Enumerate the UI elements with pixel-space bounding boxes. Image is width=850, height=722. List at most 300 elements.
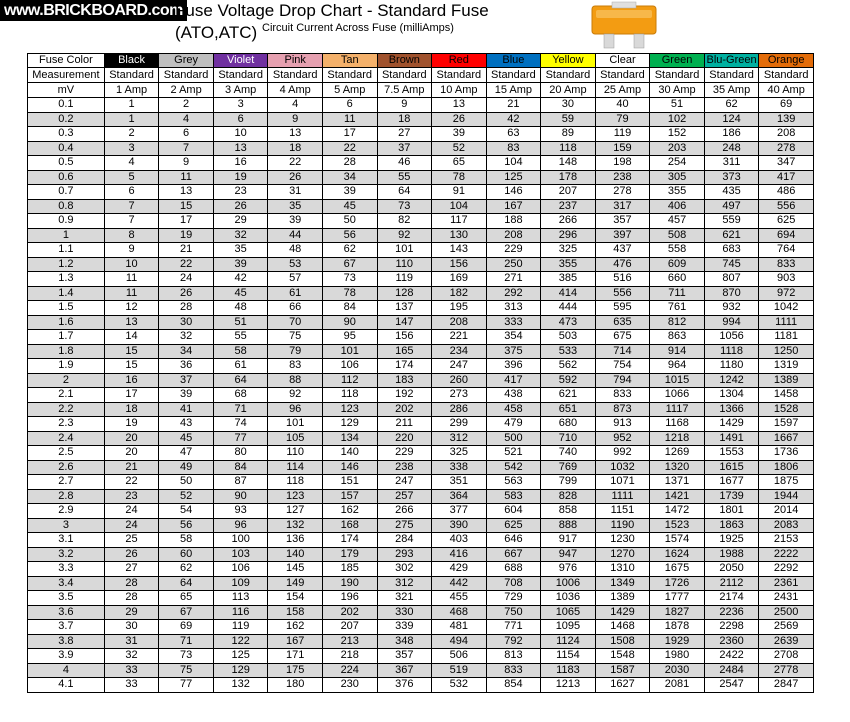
current-cell: 122 — [213, 634, 268, 649]
current-cell: 106 — [322, 359, 377, 374]
fuse-voltage-drop-table — [27, 53, 814, 693]
current-cell: 13 — [432, 98, 487, 113]
current-cell: 556 — [759, 199, 814, 214]
current-cell: 347 — [759, 156, 814, 171]
current-cell: 1677 — [704, 475, 759, 490]
current-cell: 1304 — [704, 388, 759, 403]
current-cell: 711 — [650, 286, 705, 301]
current-cell: 60 — [159, 547, 214, 562]
table-row — [28, 228, 814, 243]
current-cell: 325 — [432, 446, 487, 461]
current-cell: 1250 — [759, 344, 814, 359]
current-cell: 237 — [541, 199, 596, 214]
current-cell: 208 — [432, 315, 487, 330]
current-cell: 1675 — [650, 562, 705, 577]
current-cell: 583 — [486, 489, 541, 504]
current-cell: 299 — [432, 417, 487, 432]
current-cell: 49 — [159, 460, 214, 475]
current-cell: 32 — [104, 649, 159, 664]
current-cell: 873 — [595, 402, 650, 417]
current-cell: 740 — [541, 446, 596, 461]
current-cell: 457 — [650, 214, 705, 229]
current-cell: 195 — [432, 301, 487, 316]
current-cell: 103 — [213, 547, 268, 562]
current-cell: 2484 — [704, 663, 759, 678]
current-cell: 2547 — [704, 678, 759, 693]
header-row-type — [28, 68, 814, 83]
current-cell: 11 — [322, 112, 377, 127]
table-row — [28, 257, 814, 272]
current-cell: 220 — [377, 431, 432, 446]
current-cell: 1366 — [704, 402, 759, 417]
current-cell: 40 — [595, 98, 650, 113]
mv-cell: 2.1 — [28, 388, 105, 403]
current-cell: 595 — [595, 301, 650, 316]
current-cell: 162 — [268, 620, 323, 635]
current-cell: 119 — [595, 127, 650, 142]
current-cell: 1015 — [650, 373, 705, 388]
current-cell: 2 — [104, 127, 159, 142]
current-cell: 562 — [541, 359, 596, 374]
current-cell: 20 — [104, 446, 159, 461]
current-cell: 609 — [650, 257, 705, 272]
current-cell: 1218 — [650, 431, 705, 446]
current-cell: 1006 — [541, 576, 596, 591]
current-cell: 364 — [432, 489, 487, 504]
current-cell: 952 — [595, 431, 650, 446]
table-row — [28, 678, 814, 693]
current-cell: 521 — [486, 446, 541, 461]
current-cell: 1319 — [759, 359, 814, 374]
fuse-type-header: Standard — [159, 68, 214, 83]
current-cell: 1168 — [650, 417, 705, 432]
current-cell: 71 — [159, 634, 214, 649]
mv-cell: 0.7 — [28, 185, 105, 200]
current-cell: 171 — [268, 649, 323, 664]
current-cell: 2361 — [759, 576, 814, 591]
fuse-color-cell: Pink — [268, 54, 323, 68]
mv-cell: 2.3 — [28, 417, 105, 432]
fuse-color-cell: Violet — [213, 54, 268, 68]
current-cell: 468 — [432, 605, 487, 620]
current-cell: 33 — [104, 663, 159, 678]
current-cell: 157 — [322, 489, 377, 504]
current-cell: 7 — [104, 199, 159, 214]
current-cell: 148 — [541, 156, 596, 171]
current-cell: 1508 — [595, 634, 650, 649]
current-cell: 500 — [486, 431, 541, 446]
current-cell: 18 — [268, 141, 323, 156]
current-cell: 238 — [595, 170, 650, 185]
current-cell: 24 — [104, 504, 159, 519]
current-cell: 858 — [541, 504, 596, 519]
table-row — [28, 533, 814, 548]
current-cell: 65 — [432, 156, 487, 171]
current-cell: 2500 — [759, 605, 814, 620]
current-cell: 1574 — [650, 533, 705, 548]
current-cell: 140 — [322, 446, 377, 461]
current-cell: 2569 — [759, 620, 814, 635]
fuse-color-cell: Blue — [486, 54, 541, 68]
current-cell: 396 — [486, 359, 541, 374]
current-cell: 13 — [159, 185, 214, 200]
fuse-amp-header: 7.5 Amp — [377, 83, 432, 98]
current-cell: 45 — [159, 431, 214, 446]
current-cell: 112 — [322, 373, 377, 388]
current-cell: 710 — [541, 431, 596, 446]
current-cell: 247 — [377, 475, 432, 490]
current-cell: 646 — [486, 533, 541, 548]
current-cell: 104 — [432, 199, 487, 214]
current-cell: 13 — [104, 315, 159, 330]
fuse-color-cell: Brown — [377, 54, 432, 68]
current-cell: 31 — [104, 634, 159, 649]
current-cell: 2639 — [759, 634, 814, 649]
current-cell: 178 — [541, 170, 596, 185]
fuse-type-header: Standard — [213, 68, 268, 83]
current-cell: 119 — [213, 620, 268, 635]
fuse-type-header: Standard — [704, 68, 759, 83]
current-cell: 203 — [650, 141, 705, 156]
current-cell: 416 — [432, 547, 487, 562]
current-cell: 68 — [213, 388, 268, 403]
header-row-amp — [28, 83, 814, 98]
current-cell: 167 — [268, 634, 323, 649]
current-cell: 437 — [595, 243, 650, 258]
current-cell: 932 — [704, 301, 759, 316]
current-cell: 179 — [322, 547, 377, 562]
current-cell: 90 — [213, 489, 268, 504]
current-cell: 55 — [213, 330, 268, 345]
current-cell: 11 — [104, 272, 159, 287]
current-cell: 330 — [377, 605, 432, 620]
mv-cell: 3 — [28, 518, 105, 533]
brickboard-logo: www.BRICKBOARD.com — [0, 0, 187, 21]
current-cell: 33 — [104, 678, 159, 693]
fuse-amp-header: 40 Amp — [759, 83, 814, 98]
current-cell: 11 — [104, 286, 159, 301]
current-cell: 162 — [322, 504, 377, 519]
current-cell: 1929 — [650, 634, 705, 649]
fuse-amp-header: 3 Amp — [213, 83, 268, 98]
current-cell: 29 — [104, 605, 159, 620]
fuse-type-header: Standard — [541, 68, 596, 83]
current-cell: 947 — [541, 547, 596, 562]
current-cell: 2112 — [704, 576, 759, 591]
current-cell: 188 — [486, 214, 541, 229]
current-cell: 458 — [486, 402, 541, 417]
current-cell: 1615 — [704, 460, 759, 475]
current-cell: 37 — [377, 141, 432, 156]
current-cell: 357 — [377, 649, 432, 664]
current-cell: 32 — [213, 228, 268, 243]
table-row — [28, 504, 814, 519]
current-cell: 12 — [104, 301, 159, 316]
current-cell: 1806 — [759, 460, 814, 475]
current-cell: 84 — [213, 460, 268, 475]
current-cell: 4 — [268, 98, 323, 113]
mv-cell: 2.9 — [28, 504, 105, 519]
current-cell: 26 — [268, 170, 323, 185]
ato-blade-fuse-icon — [582, 0, 672, 50]
current-cell: 28 — [104, 576, 159, 591]
current-cell: 10 — [213, 127, 268, 142]
page-subtitle: Circuit Current Across Fuse (milliAmps) — [262, 22, 454, 34]
fuse-amp-header: 5 Amp — [322, 83, 377, 98]
current-cell: 118 — [268, 475, 323, 490]
current-cell: 2014 — [759, 504, 814, 519]
current-cell: 61 — [268, 286, 323, 301]
current-cell: 266 — [377, 504, 432, 519]
current-cell: 182 — [432, 286, 487, 301]
current-cell: 964 — [650, 359, 705, 374]
current-cell: 5 — [104, 170, 159, 185]
current-cell: 1523 — [650, 518, 705, 533]
current-cell: 30 — [159, 315, 214, 330]
current-cell: 83 — [268, 359, 323, 374]
current-cell: 2083 — [759, 518, 814, 533]
current-cell: 238 — [377, 460, 432, 475]
current-cell: 6 — [213, 112, 268, 127]
current-cell: 70 — [268, 315, 323, 330]
current-cell: 688 — [486, 562, 541, 577]
current-cell: 675 — [595, 330, 650, 345]
current-cell: 53 — [268, 257, 323, 272]
current-cell: 1458 — [759, 388, 814, 403]
current-cell: 286 — [432, 402, 487, 417]
table-row — [28, 402, 814, 417]
current-cell: 429 — [432, 562, 487, 577]
mv-cell: 3.9 — [28, 649, 105, 664]
current-cell: 1124 — [541, 634, 596, 649]
current-cell: 651 — [541, 402, 596, 417]
mv-cell: 1.5 — [28, 301, 105, 316]
measurement-header: Measurement — [28, 68, 105, 83]
table-row — [28, 576, 814, 591]
current-cell: 1421 — [650, 489, 705, 504]
current-cell: 680 — [541, 417, 596, 432]
current-cell: 59 — [541, 112, 596, 127]
current-cell: 863 — [650, 330, 705, 345]
fuse-type-header: Standard — [268, 68, 323, 83]
current-cell: 56 — [322, 228, 377, 243]
current-cell: 45 — [213, 286, 268, 301]
current-cell: 202 — [322, 605, 377, 620]
current-cell: 175 — [268, 663, 323, 678]
current-cell: 2174 — [704, 591, 759, 606]
measurement-unit-header: mV — [28, 83, 105, 98]
current-cell: 903 — [759, 272, 814, 287]
current-cell: 1944 — [759, 489, 814, 504]
current-cell: 78 — [322, 286, 377, 301]
current-cell: 1071 — [595, 475, 650, 490]
current-cell: 34 — [322, 170, 377, 185]
current-cell: 1320 — [650, 460, 705, 475]
mv-cell: 0.3 — [28, 127, 105, 142]
current-cell: 146 — [322, 460, 377, 475]
current-cell: 95 — [322, 330, 377, 345]
current-cell: 357 — [595, 214, 650, 229]
current-cell: 1181 — [759, 330, 814, 345]
current-cell: 77 — [213, 431, 268, 446]
current-cell: 2708 — [759, 649, 814, 664]
current-cell: 1066 — [650, 388, 705, 403]
current-cell: 91 — [432, 185, 487, 200]
current-cell: 417 — [759, 170, 814, 185]
current-cell: 159 — [595, 141, 650, 156]
current-cell: 28 — [322, 156, 377, 171]
mv-cell: 2.5 — [28, 446, 105, 461]
table-row — [28, 359, 814, 374]
current-cell: 129 — [322, 417, 377, 432]
current-cell: 96 — [268, 402, 323, 417]
current-cell: 10 — [104, 257, 159, 272]
current-cell: 305 — [650, 170, 705, 185]
table-row — [28, 199, 814, 214]
current-cell: 1111 — [595, 489, 650, 504]
current-cell: 1056 — [704, 330, 759, 345]
fuse-color-cell: Blu-Green — [704, 54, 759, 68]
current-cell: 2292 — [759, 562, 814, 577]
current-cell: 635 — [595, 315, 650, 330]
current-cell: 36 — [159, 359, 214, 374]
current-cell: 73 — [377, 199, 432, 214]
fuse-color-cell: Black — [104, 54, 159, 68]
current-cell: 414 — [541, 286, 596, 301]
current-cell: 35 — [213, 243, 268, 258]
current-cell: 123 — [322, 402, 377, 417]
current-cell: 278 — [759, 141, 814, 156]
current-cell: 2030 — [650, 663, 705, 678]
current-cell: 354 — [486, 330, 541, 345]
current-cell: 1111 — [759, 315, 814, 330]
table-row — [28, 417, 814, 432]
current-cell: 266 — [541, 214, 596, 229]
current-cell: 683 — [704, 243, 759, 258]
current-cell: 1988 — [704, 547, 759, 562]
current-cell: 23 — [213, 185, 268, 200]
current-cell: 473 — [541, 315, 596, 330]
current-cell: 47 — [159, 446, 214, 461]
current-cell: 302 — [377, 562, 432, 577]
current-cell: 224 — [322, 663, 377, 678]
current-cell: 917 — [541, 533, 596, 548]
current-cell: 84 — [322, 301, 377, 316]
current-cell: 1349 — [595, 576, 650, 591]
current-cell: 158 — [268, 605, 323, 620]
current-cell: 1269 — [650, 446, 705, 461]
current-cell: 812 — [650, 315, 705, 330]
current-cell: 621 — [704, 228, 759, 243]
table-row — [28, 547, 814, 562]
current-cell: 82 — [377, 214, 432, 229]
current-cell: 355 — [541, 257, 596, 272]
current-cell: 180 — [268, 678, 323, 693]
current-cell: 516 — [595, 272, 650, 287]
fuse-color-cell: Clear — [595, 54, 650, 68]
current-cell: 207 — [322, 620, 377, 635]
current-cell: 105 — [268, 431, 323, 446]
current-cell: 20 — [104, 431, 159, 446]
mv-cell: 3.7 — [28, 620, 105, 635]
current-cell: 729 — [486, 591, 541, 606]
table-row — [28, 315, 814, 330]
current-cell: 39 — [268, 214, 323, 229]
current-cell: 260 — [432, 373, 487, 388]
current-cell: 27 — [104, 562, 159, 577]
current-cell: 77 — [159, 678, 214, 693]
mv-cell: 0.5 — [28, 156, 105, 171]
current-cell: 26 — [432, 112, 487, 127]
current-cell: 807 — [704, 272, 759, 287]
current-cell: 151 — [322, 475, 377, 490]
current-cell: 100 — [213, 533, 268, 548]
current-cell: 221 — [432, 330, 487, 345]
current-cell: 143 — [432, 243, 487, 258]
current-cell: 833 — [486, 663, 541, 678]
current-cell: 13 — [268, 127, 323, 142]
current-cell: 118 — [322, 388, 377, 403]
current-cell: 2431 — [759, 591, 814, 606]
current-cell: 24 — [104, 518, 159, 533]
current-cell: 794 — [595, 373, 650, 388]
current-cell: 2 — [159, 98, 214, 113]
fuse-type-header: Standard — [322, 68, 377, 83]
current-cell: 2050 — [704, 562, 759, 577]
current-cell: 92 — [268, 388, 323, 403]
table-row — [28, 649, 814, 664]
current-cell: 39 — [432, 127, 487, 142]
current-cell: 104 — [486, 156, 541, 171]
fuse-amp-header: 10 Amp — [432, 83, 487, 98]
current-cell: 813 — [486, 649, 541, 664]
current-cell: 21 — [486, 98, 541, 113]
current-cell: 828 — [541, 489, 596, 504]
current-cell: 58 — [159, 533, 214, 548]
current-cell: 74 — [213, 417, 268, 432]
current-cell: 125 — [486, 170, 541, 185]
current-cell: 28 — [104, 591, 159, 606]
mv-cell: 1.3 — [28, 272, 105, 287]
current-cell: 1875 — [759, 475, 814, 490]
mv-cell: 3.8 — [28, 634, 105, 649]
current-cell: 7 — [159, 141, 214, 156]
current-cell: 208 — [486, 228, 541, 243]
current-cell: 45 — [322, 199, 377, 214]
current-cell: 1827 — [650, 605, 705, 620]
current-cell: 167 — [486, 199, 541, 214]
current-cell: 52 — [432, 141, 487, 156]
current-cell: 35 — [268, 199, 323, 214]
mv-cell: 3.5 — [28, 591, 105, 606]
current-cell: 11 — [159, 170, 214, 185]
current-cell: 1736 — [759, 446, 814, 461]
current-cell: 792 — [486, 634, 541, 649]
fuse-amp-header: 25 Amp — [595, 83, 650, 98]
current-cell: 1587 — [595, 663, 650, 678]
current-cell: 1627 — [595, 678, 650, 693]
table-row — [28, 272, 814, 287]
table-row — [28, 214, 814, 229]
mv-cell: 3.2 — [28, 547, 105, 562]
mv-cell: 1.1 — [28, 243, 105, 258]
current-cell: 123 — [268, 489, 323, 504]
current-cell: 149 — [268, 576, 323, 591]
current-cell: 992 — [595, 446, 650, 461]
current-cell: 75 — [159, 663, 214, 678]
current-cell: 1213 — [541, 678, 596, 693]
current-cell: 79 — [595, 112, 650, 127]
